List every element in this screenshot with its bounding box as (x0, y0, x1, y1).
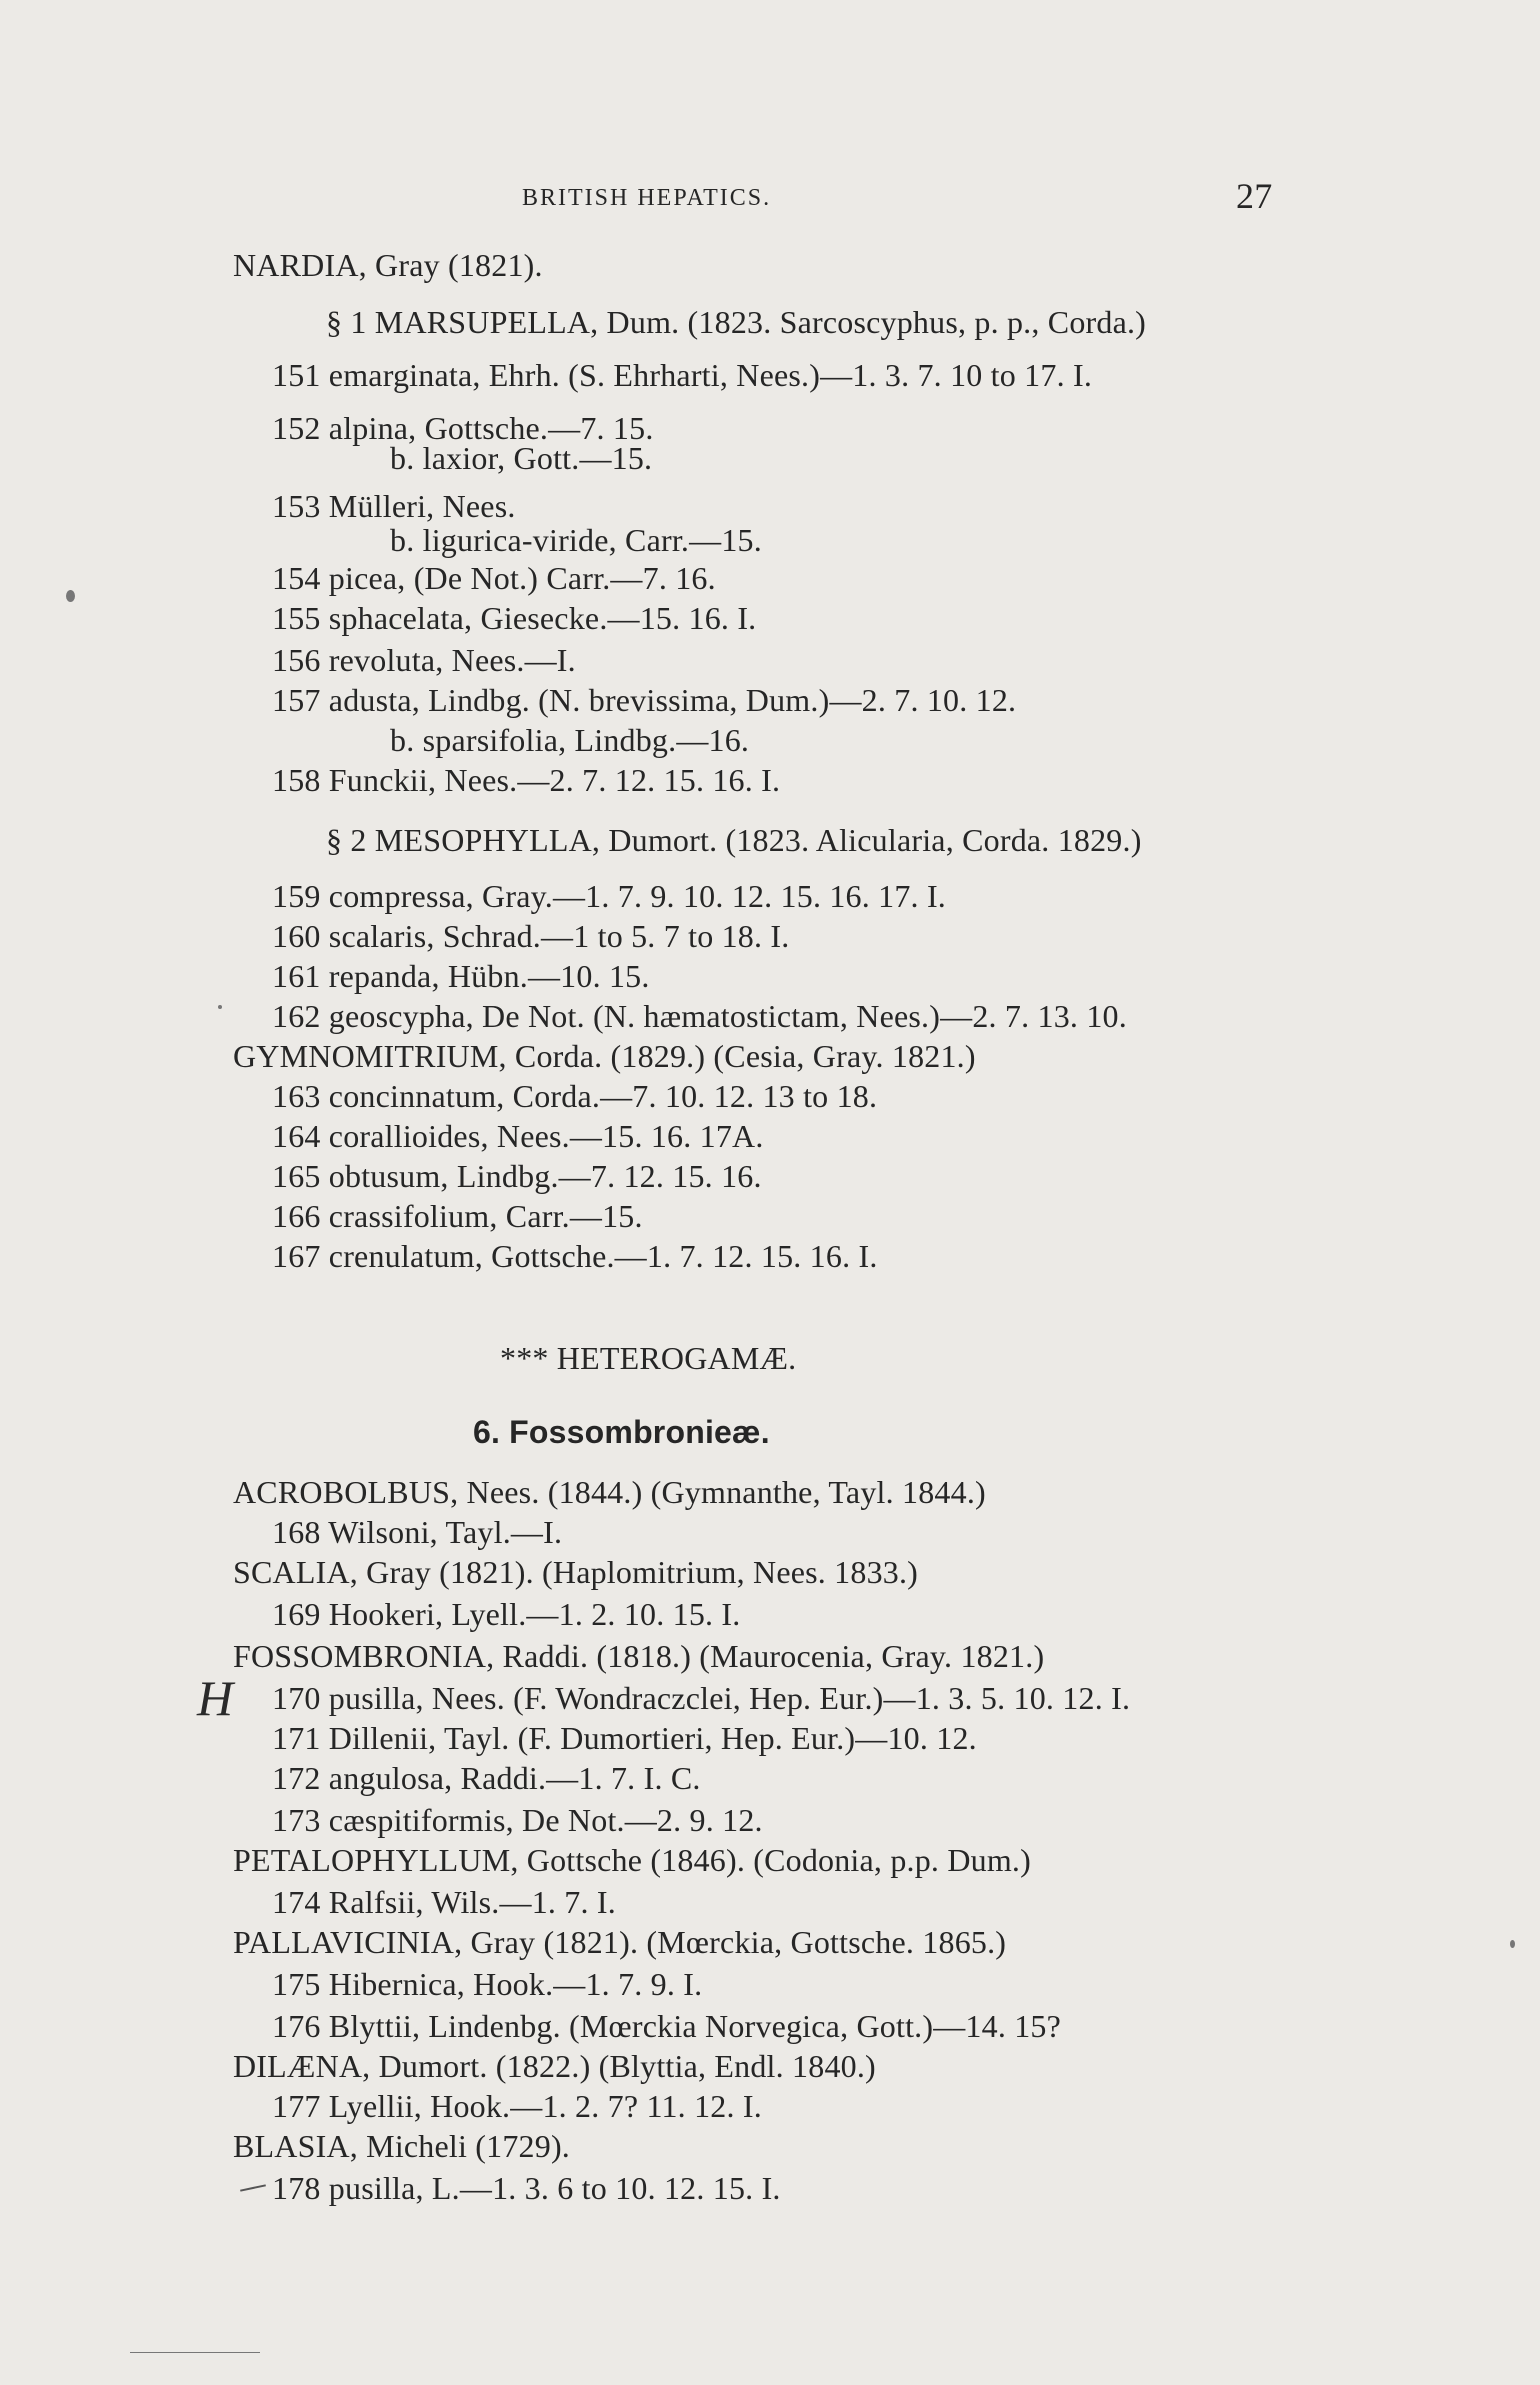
pencil-arrow-mark (240, 2184, 266, 2191)
pencil-stroke-mark (130, 2352, 260, 2353)
variety-entry: b. laxior, Gott.—15. (390, 440, 653, 476)
genus-heading: PETALOPHYLLUM, Gottsche (1846). (Codonia, p.p. Dum.) (233, 1842, 1031, 1878)
margin-letter-annotation: H (197, 1670, 234, 1726)
species-entry: 177 Lyellii, Hook.—1. 2. 7? 11. 12. I. (272, 2088, 762, 2124)
ink-dot (218, 1005, 222, 1009)
species-entry: 172 angulosa, Raddi.—1. 7. I. C. (272, 1760, 701, 1796)
page-number: 27 (1236, 176, 1273, 216)
species-entry: 160 scalaris, Schrad.—1 to 5. 7 to 18. I. (272, 918, 790, 954)
species-entry: 153 Mülleri, Nees. (272, 488, 516, 524)
genus-heading: ACROBOLBUS, Nees. (1844.) (Gymnanthe, Tayl. 1844.) (233, 1474, 986, 1510)
ink-dot (1510, 1940, 1515, 1948)
species-entry: 171 Dillenii, Tayl. (F. Dumortieri, Hep. Eur.)—10. 12. (272, 1720, 977, 1756)
species-entry: 162 geoscypha, De Not. (N. hæmatostictam, Nees.)—2. 7. 13. 10. (272, 998, 1127, 1034)
species-entry: 156 revoluta, Nees.—I. (272, 642, 576, 678)
species-entry: 161 repanda, Hübn.—10. 15. (272, 958, 650, 994)
species-entry: 173 cæspitiformis, De Not.—2. 9. 12. (272, 1802, 763, 1838)
tribe-heading: 6. Fossombronieæ. (473, 1414, 770, 1450)
genus-heading: FOSSOMBRONIA, Raddi. (1818.) (Maurocenia, Gray. 1821.) (233, 1638, 1045, 1674)
genus-heading: GYMNOMITRIUM, Corda. (1829.) (Cesia, Gray. 1821.) (233, 1038, 976, 1074)
species-entry: 175 Hibernica, Hook.—1. 7. 9. I. (272, 1966, 703, 2002)
variety-entry: b. sparsifolia, Lindbg.—16. (390, 722, 750, 758)
species-entry: 169 Hookeri, Lyell.—1. 2. 10. 15. I. (272, 1596, 741, 1632)
species-entry: 163 concinnatum, Corda.—7. 10. 12. 13 to 18. (272, 1078, 878, 1114)
species-entry: 151 emarginata, Ehrh. (S. Ehrharti, Nees.)—1. 3. 7. 10 to 17. I. (272, 357, 1093, 393)
species-entry: 159 compressa, Gray.—1. 7. 9. 10. 12. 15. 16. 17. I. (272, 878, 947, 914)
genus-heading: PALLAVICINIA, Gray (1821). (Mœrckia, Gottsche. 1865.) (233, 1924, 1007, 1960)
species-entry: 178 pusilla, L.—1. 3. 6 to 10. 12. 15. I. (272, 2170, 781, 2206)
species-entry: 166 crassifolium, Carr.—15. (272, 1198, 643, 1234)
genus-heading: SCALIA, Gray (1821). (Haplomitrium, Nees. 1833.) (233, 1554, 919, 1590)
species-entry: 176 Blyttii, Lindenbg. (Mœrckia Norvegica, Gott.)—14. 15? (272, 2008, 1062, 2044)
species-entry: 157 adusta, Lindbg. (N. brevissima, Dum.)—2. 7. 10. 12. (272, 682, 1017, 718)
section-heading: § 2 MESOPHYLLA, Dumort. (1823. Alicularia, Corda. 1829.) (326, 822, 1142, 858)
species-entry: 165 obtusum, Lindbg.—7. 12. 15. 16. (272, 1158, 762, 1194)
species-entry: 164 corallioides, Nees.—15. 16. 17A. (272, 1118, 764, 1154)
species-entry: 170 pusilla, Nees. (F. Wondraczclei, Hep. Eur.)—1. 3. 5. 10. 12. I. (272, 1680, 1131, 1716)
genus-heading: DILÆNA, Dumort. (1822.) (Blyttia, Endl. 1840.) (233, 2048, 876, 2084)
genus-heading: BLASIA, Micheli (1729). (233, 2128, 571, 2164)
species-entry: 168 Wilsoni, Tayl.—I. (272, 1514, 563, 1550)
subtribe-heading: *** HETEROGAMÆ. (500, 1340, 797, 1376)
ink-dot (66, 590, 75, 602)
species-entry: 154 picea, (De Not.) Carr.—7. 16. (272, 560, 716, 596)
species-entry: 152 alpina, Gottsche.—7. 15. (272, 410, 654, 446)
genus-heading: NARDIA, Gray (1821). (233, 247, 543, 283)
species-entry: 158 Funckii, Nees.—2. 7. 12. 15. 16. I. (272, 762, 781, 798)
running-title: BRITISH HEPATICS. (522, 185, 772, 211)
variety-entry: b. ligurica-viride, Carr.—15. (390, 522, 762, 558)
species-entry: 167 crenulatum, Gottsche.—1. 7. 12. 15. 16. I. (272, 1238, 878, 1274)
species-entry: 174 Ralfsii, Wils.—1. 7. I. (272, 1884, 616, 1920)
species-entry: 155 sphacelata, Giesecke.—15. 16. I. (272, 600, 757, 636)
section-heading: § 1 MARSUPELLA, Dum. (1823. Sarcoscyphus, p. p., Corda.) (326, 304, 1147, 340)
